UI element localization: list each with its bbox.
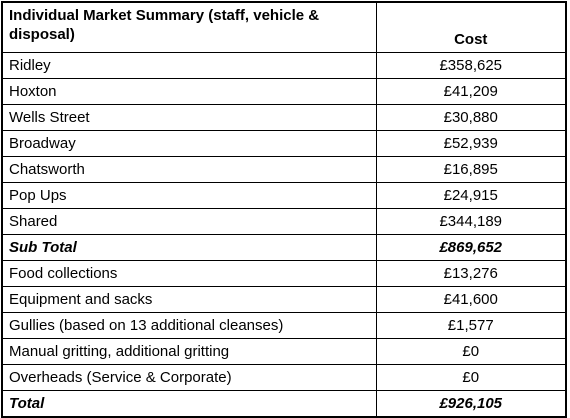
row-item-label: Total	[2, 391, 376, 418]
row-item-label: Chatsworth	[2, 157, 376, 183]
row-cost-value: £358,625	[376, 53, 566, 79]
table-row	[2, 79, 566, 105]
row-cost-value: £344,189	[376, 209, 566, 235]
table-row	[2, 313, 566, 339]
row-item-label: Gullies (based on 13 additional cleanses)	[2, 313, 376, 339]
item-column-header: Individual Market Summary (staff, vehicle & disposal)	[2, 2, 376, 53]
table-row	[2, 339, 566, 365]
table-body	[2, 53, 566, 418]
table-row	[2, 365, 566, 391]
table-row	[2, 105, 566, 131]
row-item-label: Shared	[2, 209, 376, 235]
row-cost-value: £869,652	[376, 235, 566, 261]
row-item-label: Food collections	[2, 261, 376, 287]
market-summary-table	[1, 1, 567, 418]
row-item-label: Hoxton	[2, 79, 376, 105]
header-row	[2, 2, 566, 53]
cost-column-header: Cost	[376, 2, 566, 53]
row-item-label: Overheads (Service & Corporate)	[2, 365, 376, 391]
table-row	[2, 53, 566, 79]
row-cost-value: £0	[376, 339, 566, 365]
table-row	[2, 209, 566, 235]
table-row	[2, 131, 566, 157]
row-item-label: Ridley	[2, 53, 376, 79]
table-row	[2, 261, 566, 287]
total-row	[2, 235, 566, 261]
row-cost-value: £41,209	[376, 79, 566, 105]
row-item-label: Pop Ups	[2, 183, 376, 209]
row-cost-value: £52,939	[376, 131, 566, 157]
row-item-label: Equipment and sacks	[2, 287, 376, 313]
row-cost-value: £13,276	[376, 261, 566, 287]
row-item-label: Wells Street	[2, 105, 376, 131]
table-row	[2, 183, 566, 209]
row-item-label: Broadway	[2, 131, 376, 157]
row-cost-value: £41,600	[376, 287, 566, 313]
table-row	[2, 157, 566, 183]
row-cost-value: £30,880	[376, 105, 566, 131]
row-cost-value: £1,577	[376, 313, 566, 339]
row-cost-value: £926,105	[376, 391, 566, 418]
row-item-label: Sub Total	[2, 235, 376, 261]
row-cost-value: £24,915	[376, 183, 566, 209]
row-cost-value: £16,895	[376, 157, 566, 183]
total-row	[2, 391, 566, 418]
table-header	[2, 2, 566, 53]
row-cost-value: £0	[376, 365, 566, 391]
row-item-label: Manual gritting, additional gritting	[2, 339, 376, 365]
table-row	[2, 287, 566, 313]
